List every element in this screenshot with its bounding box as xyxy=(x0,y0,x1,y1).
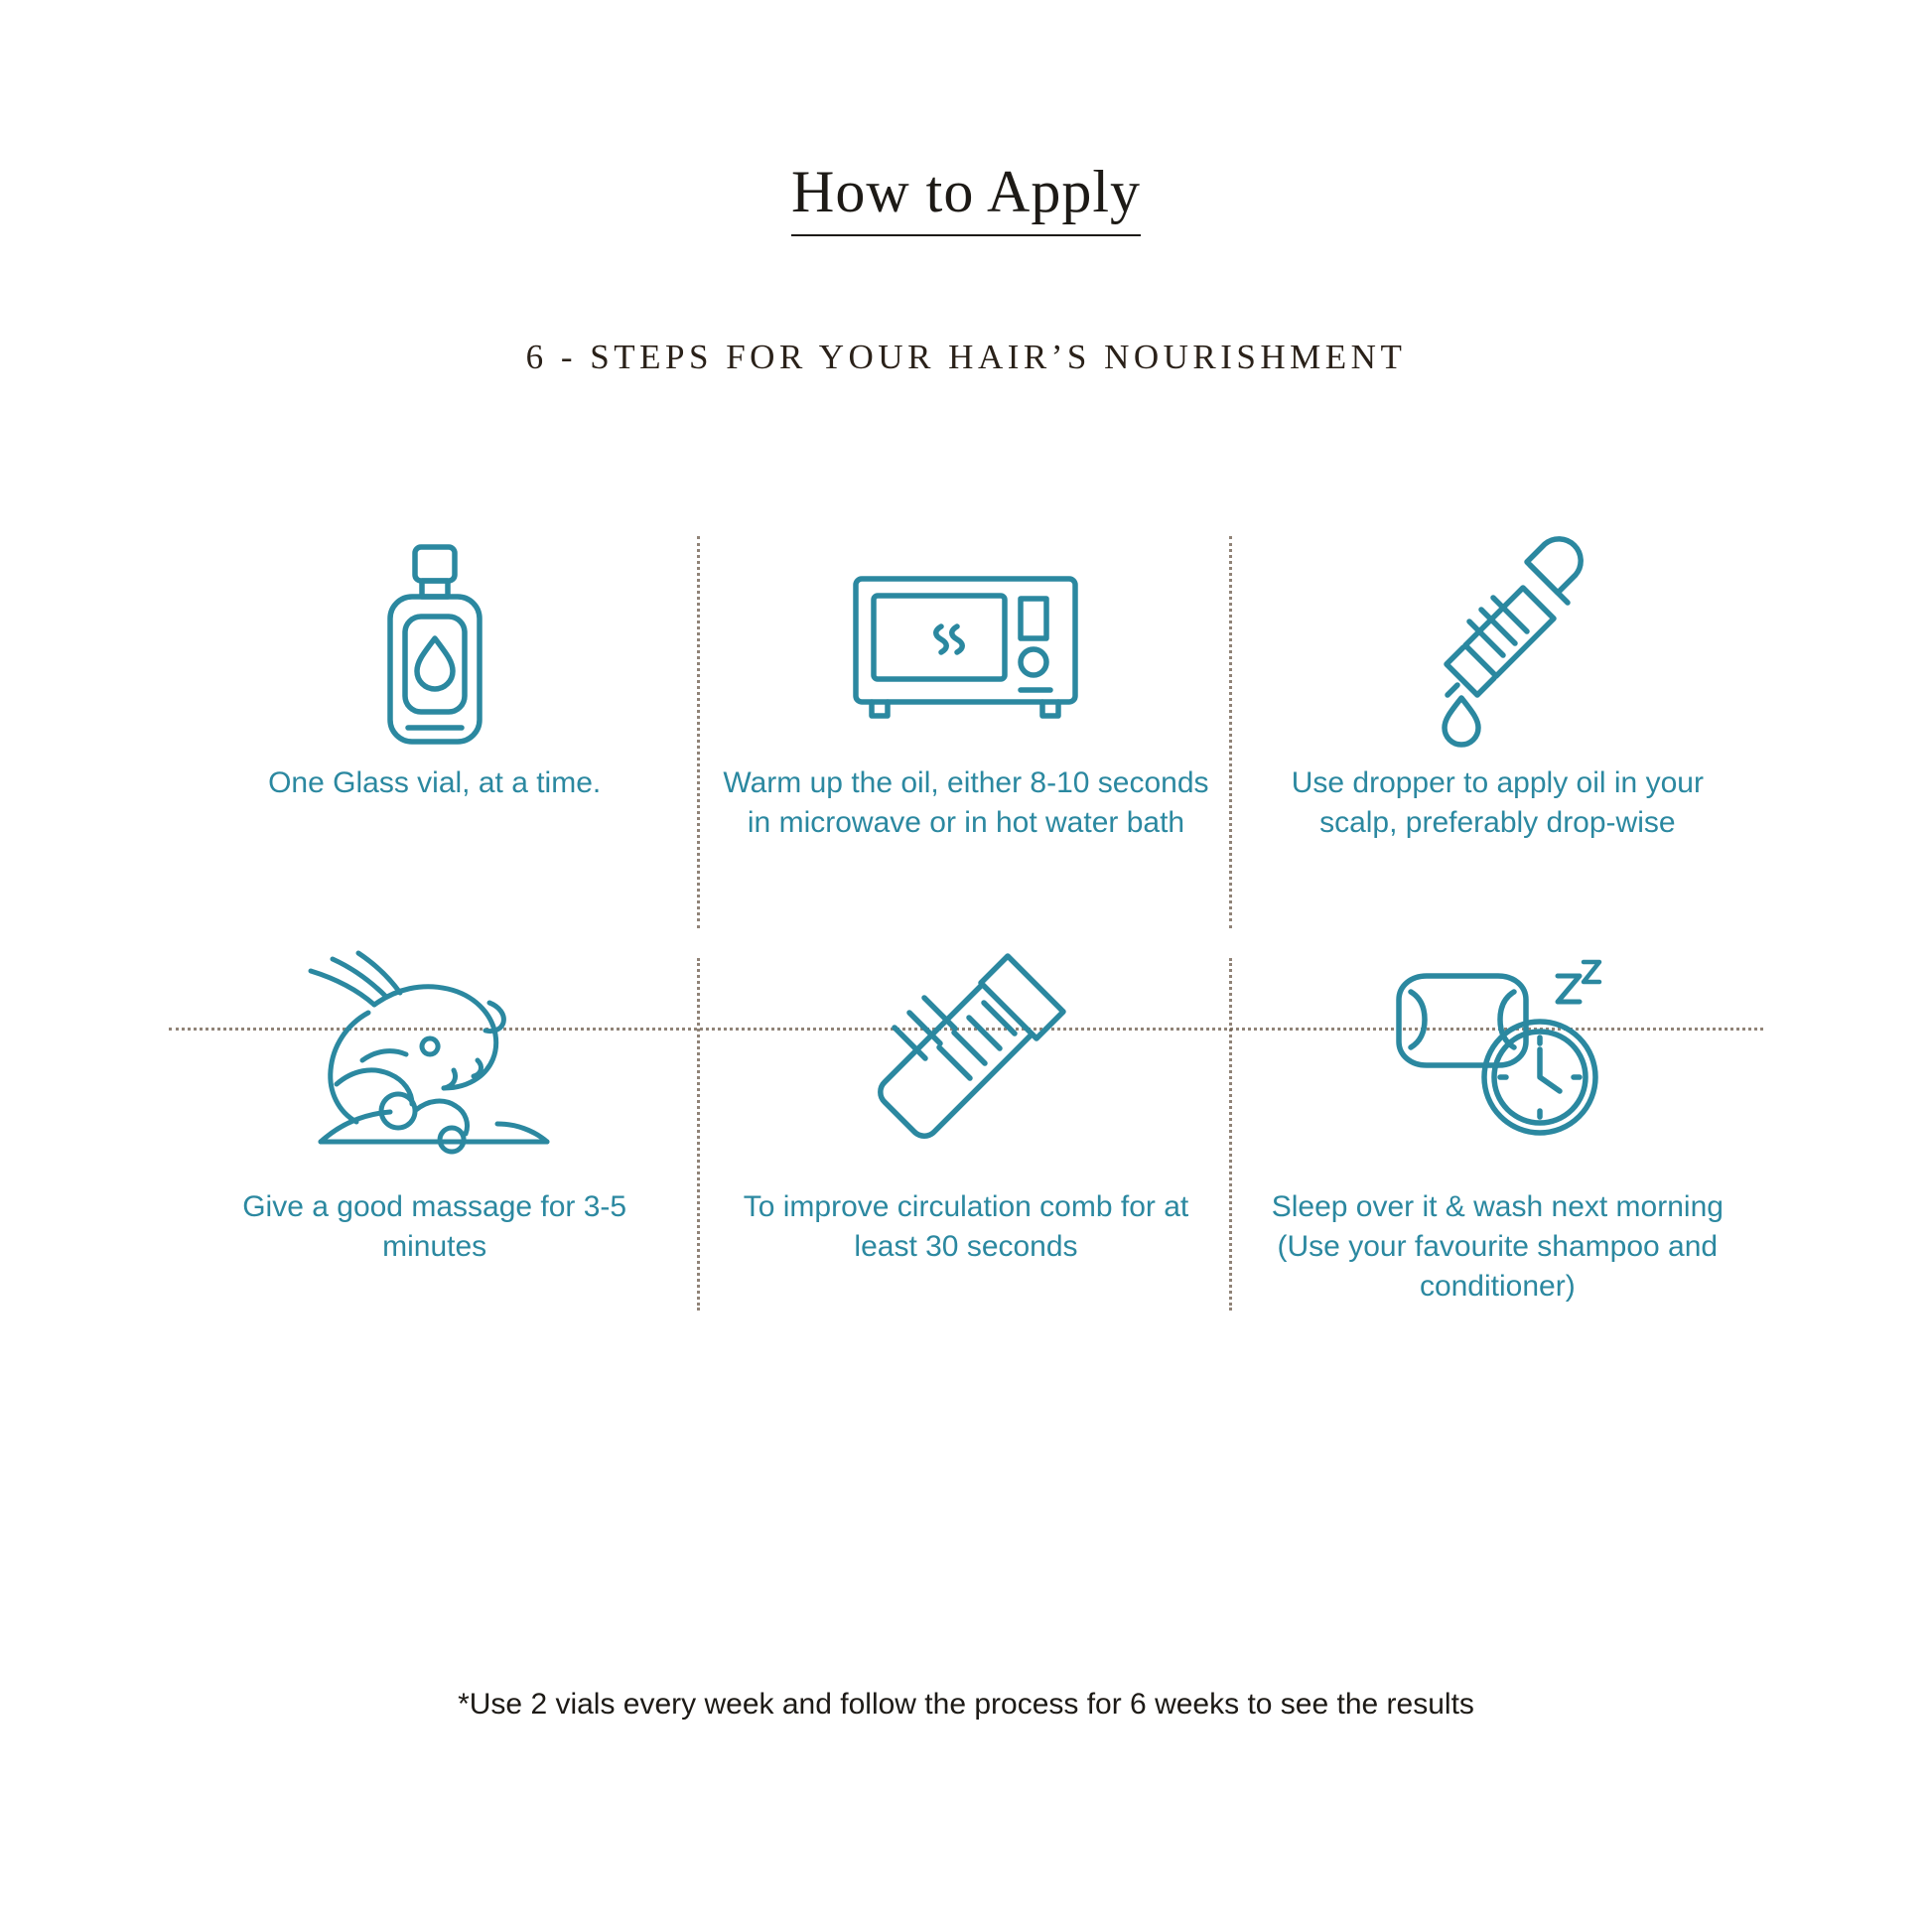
step-card-5 xyxy=(700,928,1231,1320)
step-card-2 xyxy=(700,536,1231,928)
steps-grid xyxy=(169,536,1763,1320)
step-caption: Use dropper to apply oil in your scalp, preferably drop-wise xyxy=(1291,766,1704,839)
dropper-icon xyxy=(1398,536,1596,750)
microwave-icon xyxy=(844,536,1087,750)
step-caption: Warm up the oil, either 8-10 seconds in microwave or in hot water bath xyxy=(723,766,1209,839)
step-caption: Sleep over it & wash next morning (Use your favourite shampoo and conditioner) xyxy=(1271,1190,1724,1303)
head-massage-icon xyxy=(303,928,566,1181)
page-title: How to Apply xyxy=(791,159,1141,236)
step-caption: Give a good massage for 3-5 minutes xyxy=(242,1190,627,1263)
step-card-6 xyxy=(1232,928,1763,1320)
step-caption: To improve circulation comb for at least 30 seconds xyxy=(743,1190,1189,1263)
step-card-1 xyxy=(169,536,700,928)
comb-icon xyxy=(859,928,1072,1181)
step-card-4 xyxy=(169,928,700,1320)
oil-vial-icon xyxy=(360,536,509,750)
step-caption: One Glass vial, at a time. xyxy=(268,766,602,799)
footnote: *Use 2 vials every week and follow the process for 6 weeks to see the results xyxy=(458,1688,1474,1721)
header xyxy=(0,0,1932,236)
pillow-clock-icon xyxy=(1381,928,1614,1181)
step-card-3 xyxy=(1232,536,1763,928)
page-subtitle: 6 - STEPS FOR YOUR HAIR’S NOURISHMENT xyxy=(525,338,1407,376)
